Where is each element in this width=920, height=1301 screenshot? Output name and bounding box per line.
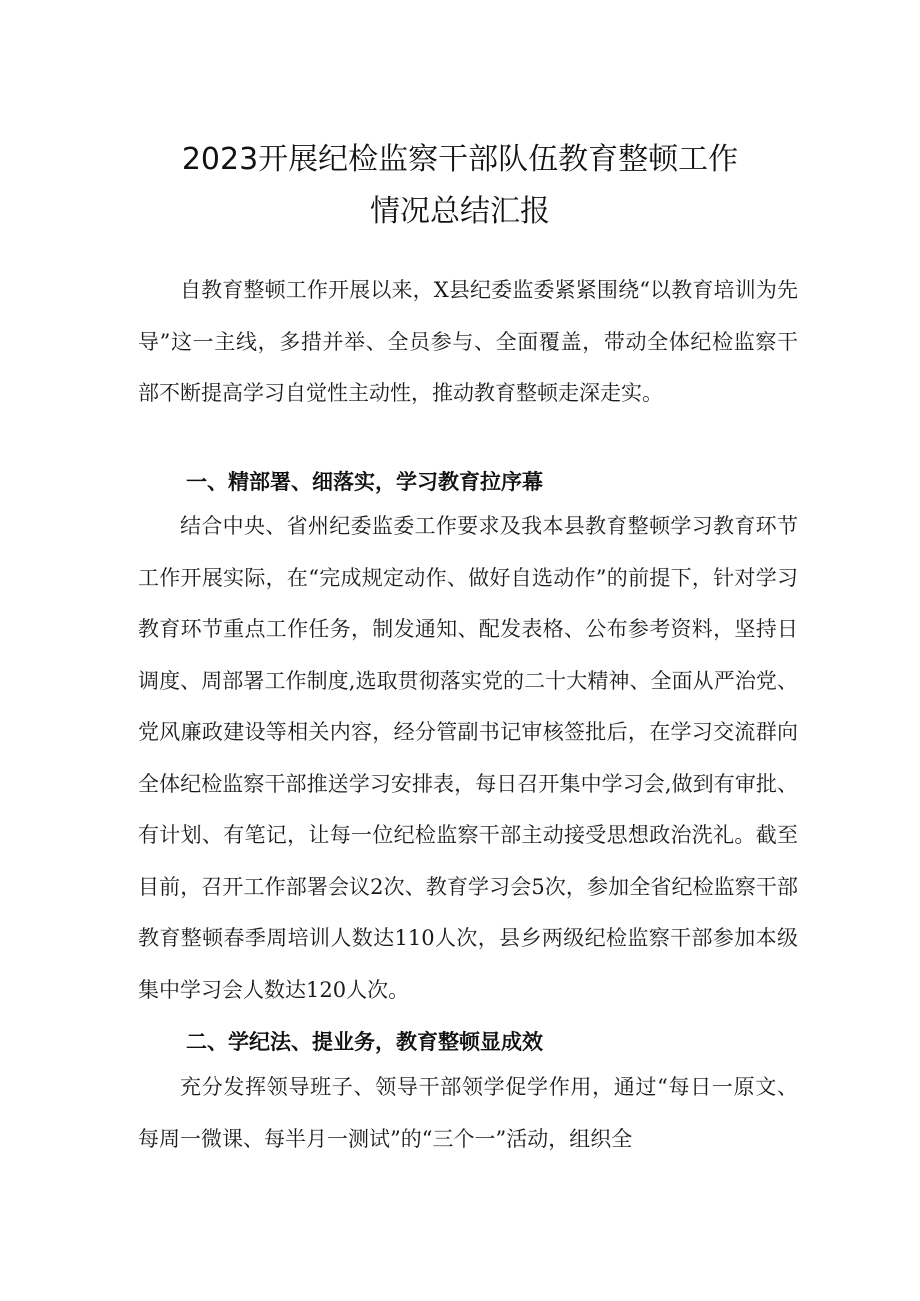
section-1-heading: 一、精部署、细落实，学习教育拉序幕 [186,470,543,494]
section-2-paragraph: 充分发挥领导班子、领导干部领学促学作用，通过“每日一原文、每周一微课、每半月一测试”的“三个一”活动，组织全 [138,1075,798,1151]
document-title-line-1: 2023开展纪检监察干部队伍教育整顿工作 [181,142,739,177]
document-title-line-2: 情况总结汇报 [370,194,550,229]
section-1-paragraph: 结合中央、省州纪委监委工作要求及我本县教育整顿学习教育环节工作开展实际，在“完成规定动作、做好自选动作”的前提下，针对学习教育环节重点工作任务，制发通知、配发表格、公布参考资料，坚持日调度、周部署工作制度,选取贯彻落实党的二十大精神、全面从严治党、党风廉政建设等相关内容，经分管副书记审核签批后，在学习交流群向全体纪检监察干部推送学习安排表，每日召开集中学习会,做到有审批、有计划、有笔记，让每一位纪检监察干部主动接受思想政治洗礼。截至目前，召开工作部署会议2次、教育学习会5次，参加全省纪检监察干部教育整顿春季周培训人数达110人次，县乡两级纪检监察干部参加本级集中学习会人数达120人次。 [138,514,798,1002]
intro-paragraph: 自教育整顿工作开展以来，X县纪委监委紧紧围绕“以教育培训为先导”这一主线，多措并举、全员参与、全面覆盖，带动全体纪检监察干部不断提高学习自觉性主动性，推动教育整顿走深走实。 [138,278,798,405]
section-2-heading: 二、学纪法、提业务，教育整顿显成效 [186,1030,543,1054]
